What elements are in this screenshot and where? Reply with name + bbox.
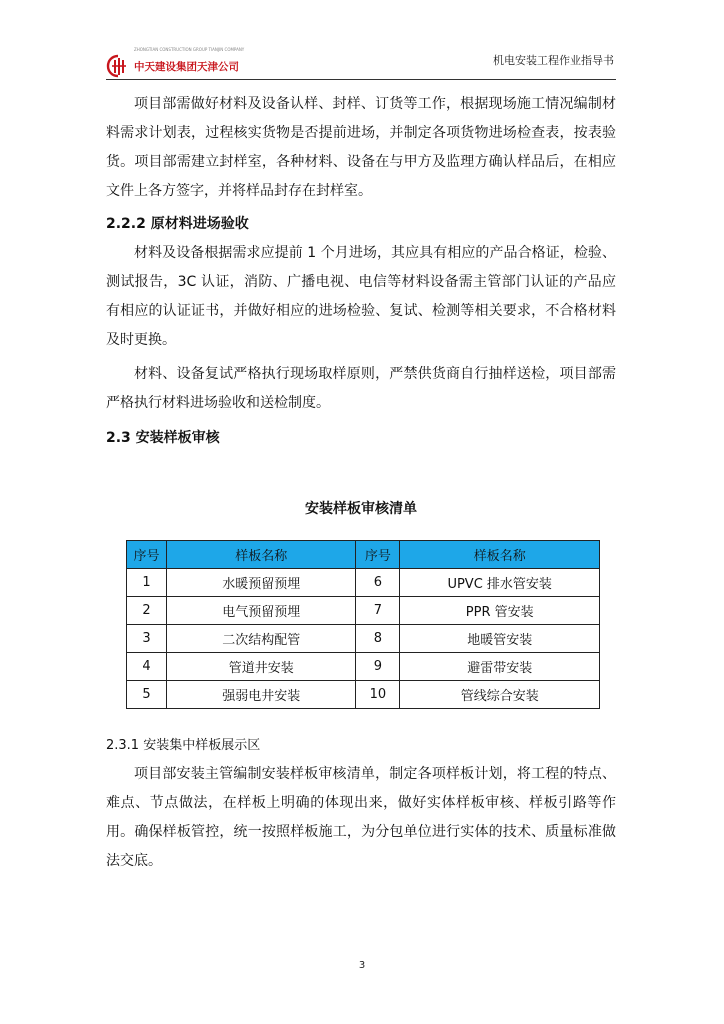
- paragraph-material-acceptance: 材料及设备根据需求应提前 1 个月进场，其应具有相应的产品合格证，检验、测试报告，3C 认证，消防、广播电视、电信等材料设备需主管部门认证的产品应有相应的认证证书，并做好相应的进场检验、复试、检测等相关要求，不合格材料及时更换。: [106, 245, 616, 348]
- company-subtitle: ZHONGTIAN CONSTRUCTION GROUP TIANJIN COMPANY: [134, 47, 245, 52]
- company-name: 中天建设集团天津公司: [134, 60, 239, 73]
- table-cell: 地暖管安装: [400, 625, 600, 653]
- table-cell: 水暖预留预埋: [166, 569, 356, 597]
- header-cell: 序号: [356, 541, 400, 569]
- table-title: 安装样板审核清单: [305, 501, 417, 517]
- table-cell: 二次结构配管: [166, 625, 356, 653]
- paragraph-sample-sealing: 项目部需做好材料及设备认样、封样、订货等工作，根据现场施工情况编制材料需求计划表，过程核实货物是否提前进场，并制定各项货物进场检查表，按表验货。项目部需建立封样室，各种材料、设备在与甲方及监理方确认样品后，在相应文件上各方签字，并将样品封存在封样室。: [106, 96, 616, 199]
- company-logo: [106, 47, 245, 78]
- paragraph-sample-display: 项目部安装主管编制安装样板审核清单，制定各项样板计划，将工程的特点、难点、节点做法，在样板上明确的体现出来，做好实体样板审核、样板引路等作用。确保样板管控，统一按照样板施工，为分包单位进行实体的技术、质量标准做法交底。: [106, 766, 616, 869]
- table-cell: 8: [356, 625, 400, 653]
- table-cell: UPVC 排水管安装: [400, 569, 600, 597]
- header-cell: 样板名称: [400, 541, 600, 569]
- table-row: [127, 681, 600, 709]
- table-cell: 2: [127, 597, 167, 625]
- page-number: 3: [358, 960, 366, 971]
- header-cell: 样板名称: [166, 541, 356, 569]
- table-cell: 强弱电井安装: [166, 681, 356, 709]
- table-cell: 管道井安装: [166, 653, 356, 681]
- table-cell: 5: [127, 681, 167, 709]
- header-cell: 序号: [127, 541, 167, 569]
- table-cell: PPR 管安装: [400, 597, 600, 625]
- table-cell: 4: [127, 653, 167, 681]
- table-cell: 避雷带安装: [400, 653, 600, 681]
- section-heading-2-2-2: 2.2.2 原材料进场验收: [106, 216, 249, 232]
- paragraph-material-retest: 材料、设备复试严格执行现场取样原则，严禁供货商自行抽样送检，项目部需严格执行材料进场验收和送检制度。: [106, 366, 616, 411]
- page-header: [106, 46, 616, 82]
- table-cell: 6: [356, 569, 400, 597]
- table-cell: 3: [127, 625, 167, 653]
- sample-review-table: [126, 540, 600, 709]
- table-cell: 电气预留预埋: [166, 597, 356, 625]
- table-cell: 1: [127, 569, 167, 597]
- main-content: [106, 90, 616, 453]
- table-row: [127, 653, 600, 681]
- table-cell: 7: [356, 597, 400, 625]
- table-header-row: [127, 541, 600, 569]
- subsection-heading-2-3-1: 2.3.1 安装集中样板展示区: [106, 738, 261, 753]
- table-row: [127, 597, 600, 625]
- header-divider: [106, 79, 616, 80]
- table-cell: 9: [356, 653, 400, 681]
- document-title: 机电安装工程作业指导书: [493, 54, 614, 67]
- section-2-3-1: [106, 732, 616, 876]
- table-cell: 10: [356, 681, 400, 709]
- table-row: [127, 569, 600, 597]
- section-heading-2-3: 2.3 安装样板审核: [106, 430, 220, 446]
- table-cell: 管线综合安装: [400, 681, 600, 709]
- company-logo-icon: [106, 54, 130, 78]
- table-row: [127, 625, 600, 653]
